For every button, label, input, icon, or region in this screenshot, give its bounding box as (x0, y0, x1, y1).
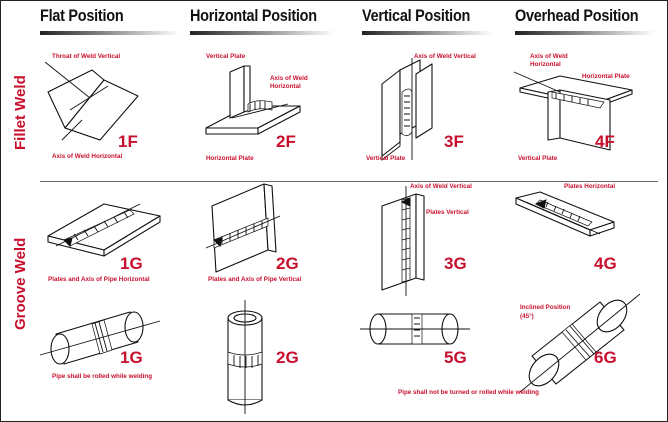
label-2f-horizontal-plate: Horizontal Plate (206, 155, 254, 162)
fillet-vertical-illustration (382, 58, 432, 160)
label-6g-inclined: Inclined Position (520, 304, 571, 311)
groove-fixed-pipe-illustration (360, 314, 470, 344)
label-5g-pipe: Pipe shall not be turned or rolled while welding (398, 389, 539, 396)
row-title-fillet: Fillet Weld (12, 75, 29, 150)
label-2f-vertical-plate: Vertical Plate (206, 53, 246, 60)
fillet-flat-illustration (45, 62, 138, 140)
code-1g-plate: 1G (120, 254, 143, 273)
code-2g-plate: 2G (276, 254, 299, 273)
code-2f: 2F (276, 132, 296, 151)
label-1g-plate: Plates and Axis of Pipe Horizontal (48, 276, 150, 283)
label-3f-axis: Axis of Weld Vertical (414, 53, 476, 60)
code-5g-pipe: 5G (444, 348, 467, 367)
code-1f: 1F (118, 132, 138, 151)
code-6g-pipe: 6G (594, 348, 617, 367)
row-title-groove: Groove Weld (12, 237, 29, 330)
label-4f-axis: Axis of Weld Horizontal (530, 53, 568, 68)
label-3g-axis: Axis of Weld Vertical (410, 183, 472, 190)
column-title-overhead: Overhead Position (515, 6, 639, 25)
label-1f-top: Throat of Weld Vertical (52, 53, 121, 60)
label-2f-axis: Axis of Weld Horizontal (270, 75, 308, 90)
label-2g-plate: Plates and Axis of Pipe Vertical (208, 276, 302, 283)
label-4f-horizontal-plate: Horizontal Plate (582, 73, 630, 80)
label-4g-plate: Plates Horizontal (564, 183, 616, 190)
groove-overhead-plate-illustration (516, 192, 614, 236)
code-3f: 3F (444, 132, 464, 151)
column-title-vertical: Vertical Position (362, 6, 471, 25)
groove-vertical-pipe-illustration (228, 300, 262, 414)
code-2g-pipe: 2G (276, 348, 299, 367)
label-1f-bottom: Axis of Weld Horizontal (52, 153, 123, 160)
label-4f-vertical-plate: Vertical Plate (518, 155, 558, 162)
groove-vertical-plate-illustration (382, 186, 424, 296)
code-4g-plate: 4G (594, 254, 617, 273)
label-3g-plate: Plates Vertical (426, 209, 469, 216)
groove-horizontal-plate-illustration (206, 184, 280, 272)
code-3g-plate: 3G (444, 254, 467, 273)
label-6g-angle: (45°) (520, 313, 534, 320)
code-4f: 4F (595, 132, 615, 151)
label-1g-pipe: Pipe shall be rolled while welding (52, 373, 153, 380)
column-title-horizontal: Horizontal Position (190, 6, 317, 25)
code-1g-pipe: 1G (120, 348, 143, 367)
groove-flat-plate-illustration (48, 204, 160, 256)
label-3f-plate: Vertical Plate (366, 155, 406, 162)
column-title-flat: Flat Position (40, 6, 124, 25)
